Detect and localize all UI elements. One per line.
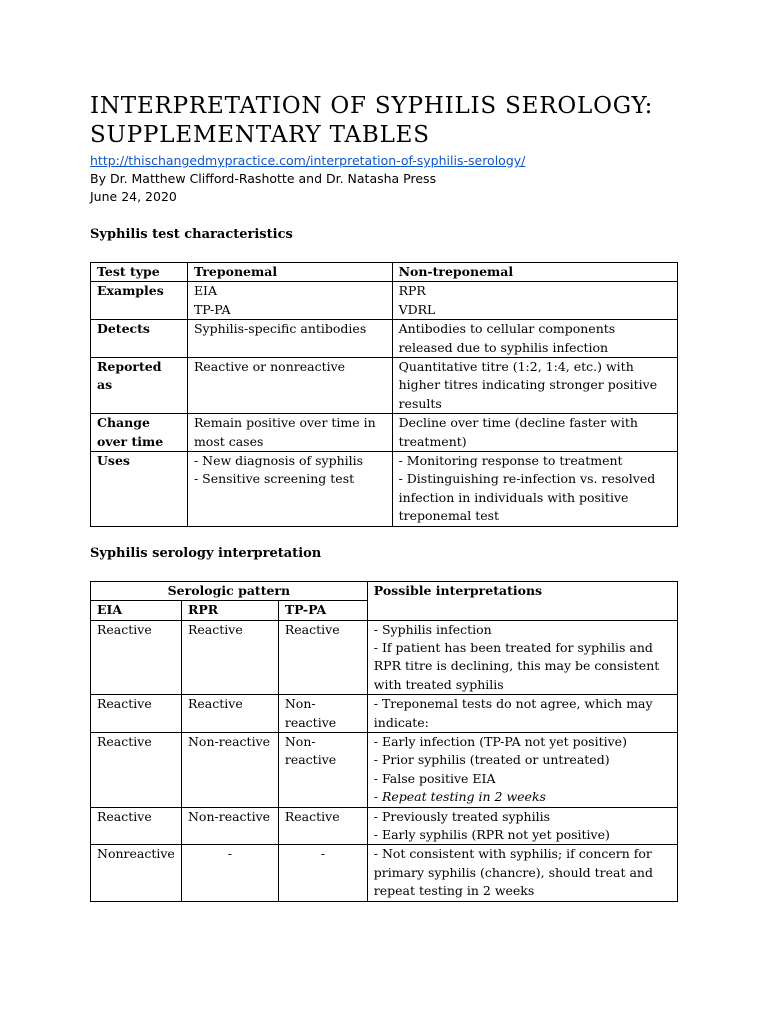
cell-line: Antibodies to cellular components — [398, 321, 616, 337]
cell-line: EIA — [193, 283, 218, 299]
table1-header-treponemal: Treponemal — [187, 263, 392, 282]
eia-cell: Nonreactive — [91, 845, 182, 901]
cell-line: treatment) — [398, 433, 467, 449]
cell-line: - New diagnosis of syphilis — [193, 453, 364, 469]
cell-line: - Not consistent with syphilis; if concern for — [373, 846, 652, 862]
cell-line: indicate: — [373, 714, 429, 730]
cell-line: over time — [97, 433, 164, 449]
cell-line: released due to syphilis infection — [398, 339, 609, 355]
eia-cell: Reactive — [91, 620, 182, 695]
interpretation-cell — [367, 620, 677, 695]
table-row — [91, 807, 678, 845]
nontreponemal-cell — [392, 320, 677, 358]
cell-line: - Sensitive screening test — [193, 471, 355, 487]
interpretation-cell — [367, 732, 677, 807]
row-label-reported-as: Reported as — [91, 358, 188, 414]
treponemal-cell — [187, 358, 392, 414]
cell-line: RPR — [398, 283, 426, 299]
title-line-2: SUPPLEMENTARY TABLES — [90, 122, 430, 148]
table2-heading: Syphilis serology interpretation — [90, 545, 322, 561]
cell-line: repeat testing in 2 weeks — [373, 883, 535, 899]
nontreponemal-cell — [392, 282, 677, 320]
cell-line: with treated syphilis — [373, 676, 504, 692]
cell-line: - False positive EIA — [373, 770, 496, 786]
cell-line: Remain positive over time in — [193, 415, 376, 431]
table-row — [91, 695, 678, 733]
cell-line: Reactive — [284, 808, 340, 824]
cell-line: - Previously treated syphilis — [373, 808, 551, 824]
cell-line: infection in individuals with positive — [398, 489, 629, 505]
tppa-cell — [278, 620, 367, 695]
cell-line: RPR titre is declining, this may be consistent — [373, 658, 660, 674]
cell-line: Reactive — [284, 621, 340, 637]
cell-line: - Early infection (TP-PA not yet positive) — [373, 733, 627, 749]
table-row — [91, 845, 678, 901]
eia-cell: Reactive — [91, 732, 182, 807]
treponemal-cell — [187, 320, 392, 358]
source-link[interactable]: http://thischangedmypractice.com/interpretation-of-syphilis-serology/ — [90, 153, 526, 168]
title-line-1: INTERPRETATION OF SYPHILIS SEROLOGY: — [90, 93, 654, 119]
rpr-cell: Reactive — [181, 620, 278, 695]
document-page — [90, 92, 680, 902]
tppa-cell — [278, 807, 367, 845]
rpr-cell: Non-reactive — [181, 732, 278, 807]
cell-line: Change — [97, 415, 150, 431]
tppa-cell — [278, 695, 367, 733]
cell-line: - Monitoring response to treatment — [398, 453, 623, 469]
row-label-change-over-time — [91, 414, 188, 452]
cell-line: Decline over time (decline faster with — [398, 415, 638, 431]
nontreponemal-cell — [392, 358, 677, 414]
treponemal-cell — [187, 452, 392, 527]
cell-line: - Early syphilis (RPR not yet positive) — [373, 826, 610, 842]
table-row — [91, 282, 678, 320]
cell-line: reactive — [284, 714, 337, 730]
authors-line: By Dr. Matthew Clifford-Rashotte and Dr. Natasha Press — [90, 171, 437, 186]
nontreponemal-cell — [392, 452, 677, 527]
cell-line: - Treponemal tests do not agree, which may — [373, 696, 653, 712]
tppa-cell — [278, 845, 367, 901]
table-row — [91, 358, 678, 414]
nontreponemal-cell — [392, 414, 677, 452]
cell-line: reactive — [284, 752, 337, 768]
possible-interpretations-header: Possible interpretations — [367, 581, 677, 620]
cell-line: - Distinguishing re-infection vs. resolved — [398, 471, 656, 487]
cell-line: Reactive or nonreactive — [193, 359, 346, 375]
interpretation-cell — [367, 807, 677, 845]
rpr-cell: Reactive — [181, 695, 278, 733]
cell-line: results — [398, 395, 442, 411]
cell-line: - Prior syphilis (treated or untreated) — [373, 752, 610, 768]
row-label-detects: Detects — [91, 320, 188, 358]
eia-cell: Reactive — [91, 807, 182, 845]
table1-header-nontreponemal: Non-treponemal — [392, 263, 677, 282]
cell-line: Syphilis-specific antibodies — [193, 321, 367, 337]
table-row — [91, 620, 678, 695]
date-line: June 24, 2020 — [90, 189, 177, 204]
eia-header: EIA — [91, 601, 182, 620]
cell-line: treponemal test — [398, 508, 500, 524]
cell-line: - Syphilis infection — [373, 621, 492, 637]
table-row — [91, 414, 678, 452]
cell-line: Non- — [284, 733, 316, 749]
serologic-pattern-header: Serologic pattern — [91, 581, 368, 600]
table2-group-header-row — [91, 581, 678, 600]
document-title — [90, 92, 680, 150]
cell-line: - — [320, 846, 325, 862]
cell-line: higher titres indicating stronger positive — [398, 377, 658, 393]
row-label-examples: Examples — [91, 282, 188, 320]
table1-header-row — [91, 263, 678, 282]
tppa-cell — [278, 732, 367, 807]
cell-line: - If patient has been treated for syphilis and — [373, 639, 653, 655]
table-row — [91, 452, 678, 527]
cell-line: VDRL — [398, 301, 436, 317]
treponemal-cell — [187, 282, 392, 320]
tppa-header: TP-PA — [278, 601, 367, 620]
row-label-uses: Uses — [91, 452, 188, 527]
interpretation-cell — [367, 845, 677, 901]
cell-line: Quantitative titre (1:2, 1:4, etc.) with — [398, 359, 634, 375]
cell-line: Non- — [284, 696, 316, 712]
rpr-cell: Non-reactive — [181, 807, 278, 845]
cell-line: most cases — [193, 433, 264, 449]
table-row — [91, 732, 678, 807]
cell-line: primary syphilis (chancre), should treat and — [373, 864, 653, 880]
table1-heading: Syphilis test characteristics — [90, 227, 293, 242]
table-row — [91, 320, 678, 358]
serology-interpretation-table — [90, 581, 678, 902]
cell-line: TP-PA — [193, 301, 231, 317]
test-characteristics-table — [90, 262, 678, 527]
interpretation-cell — [367, 695, 677, 733]
eia-cell: Reactive — [91, 695, 182, 733]
repeat-testing-note: - Repeat testing in 2 weeks — [373, 789, 546, 805]
rpr-header: RPR — [181, 601, 278, 620]
rpr-cell: - — [181, 845, 278, 901]
table1-header-test-type: Test type — [91, 263, 188, 282]
treponemal-cell — [187, 414, 392, 452]
